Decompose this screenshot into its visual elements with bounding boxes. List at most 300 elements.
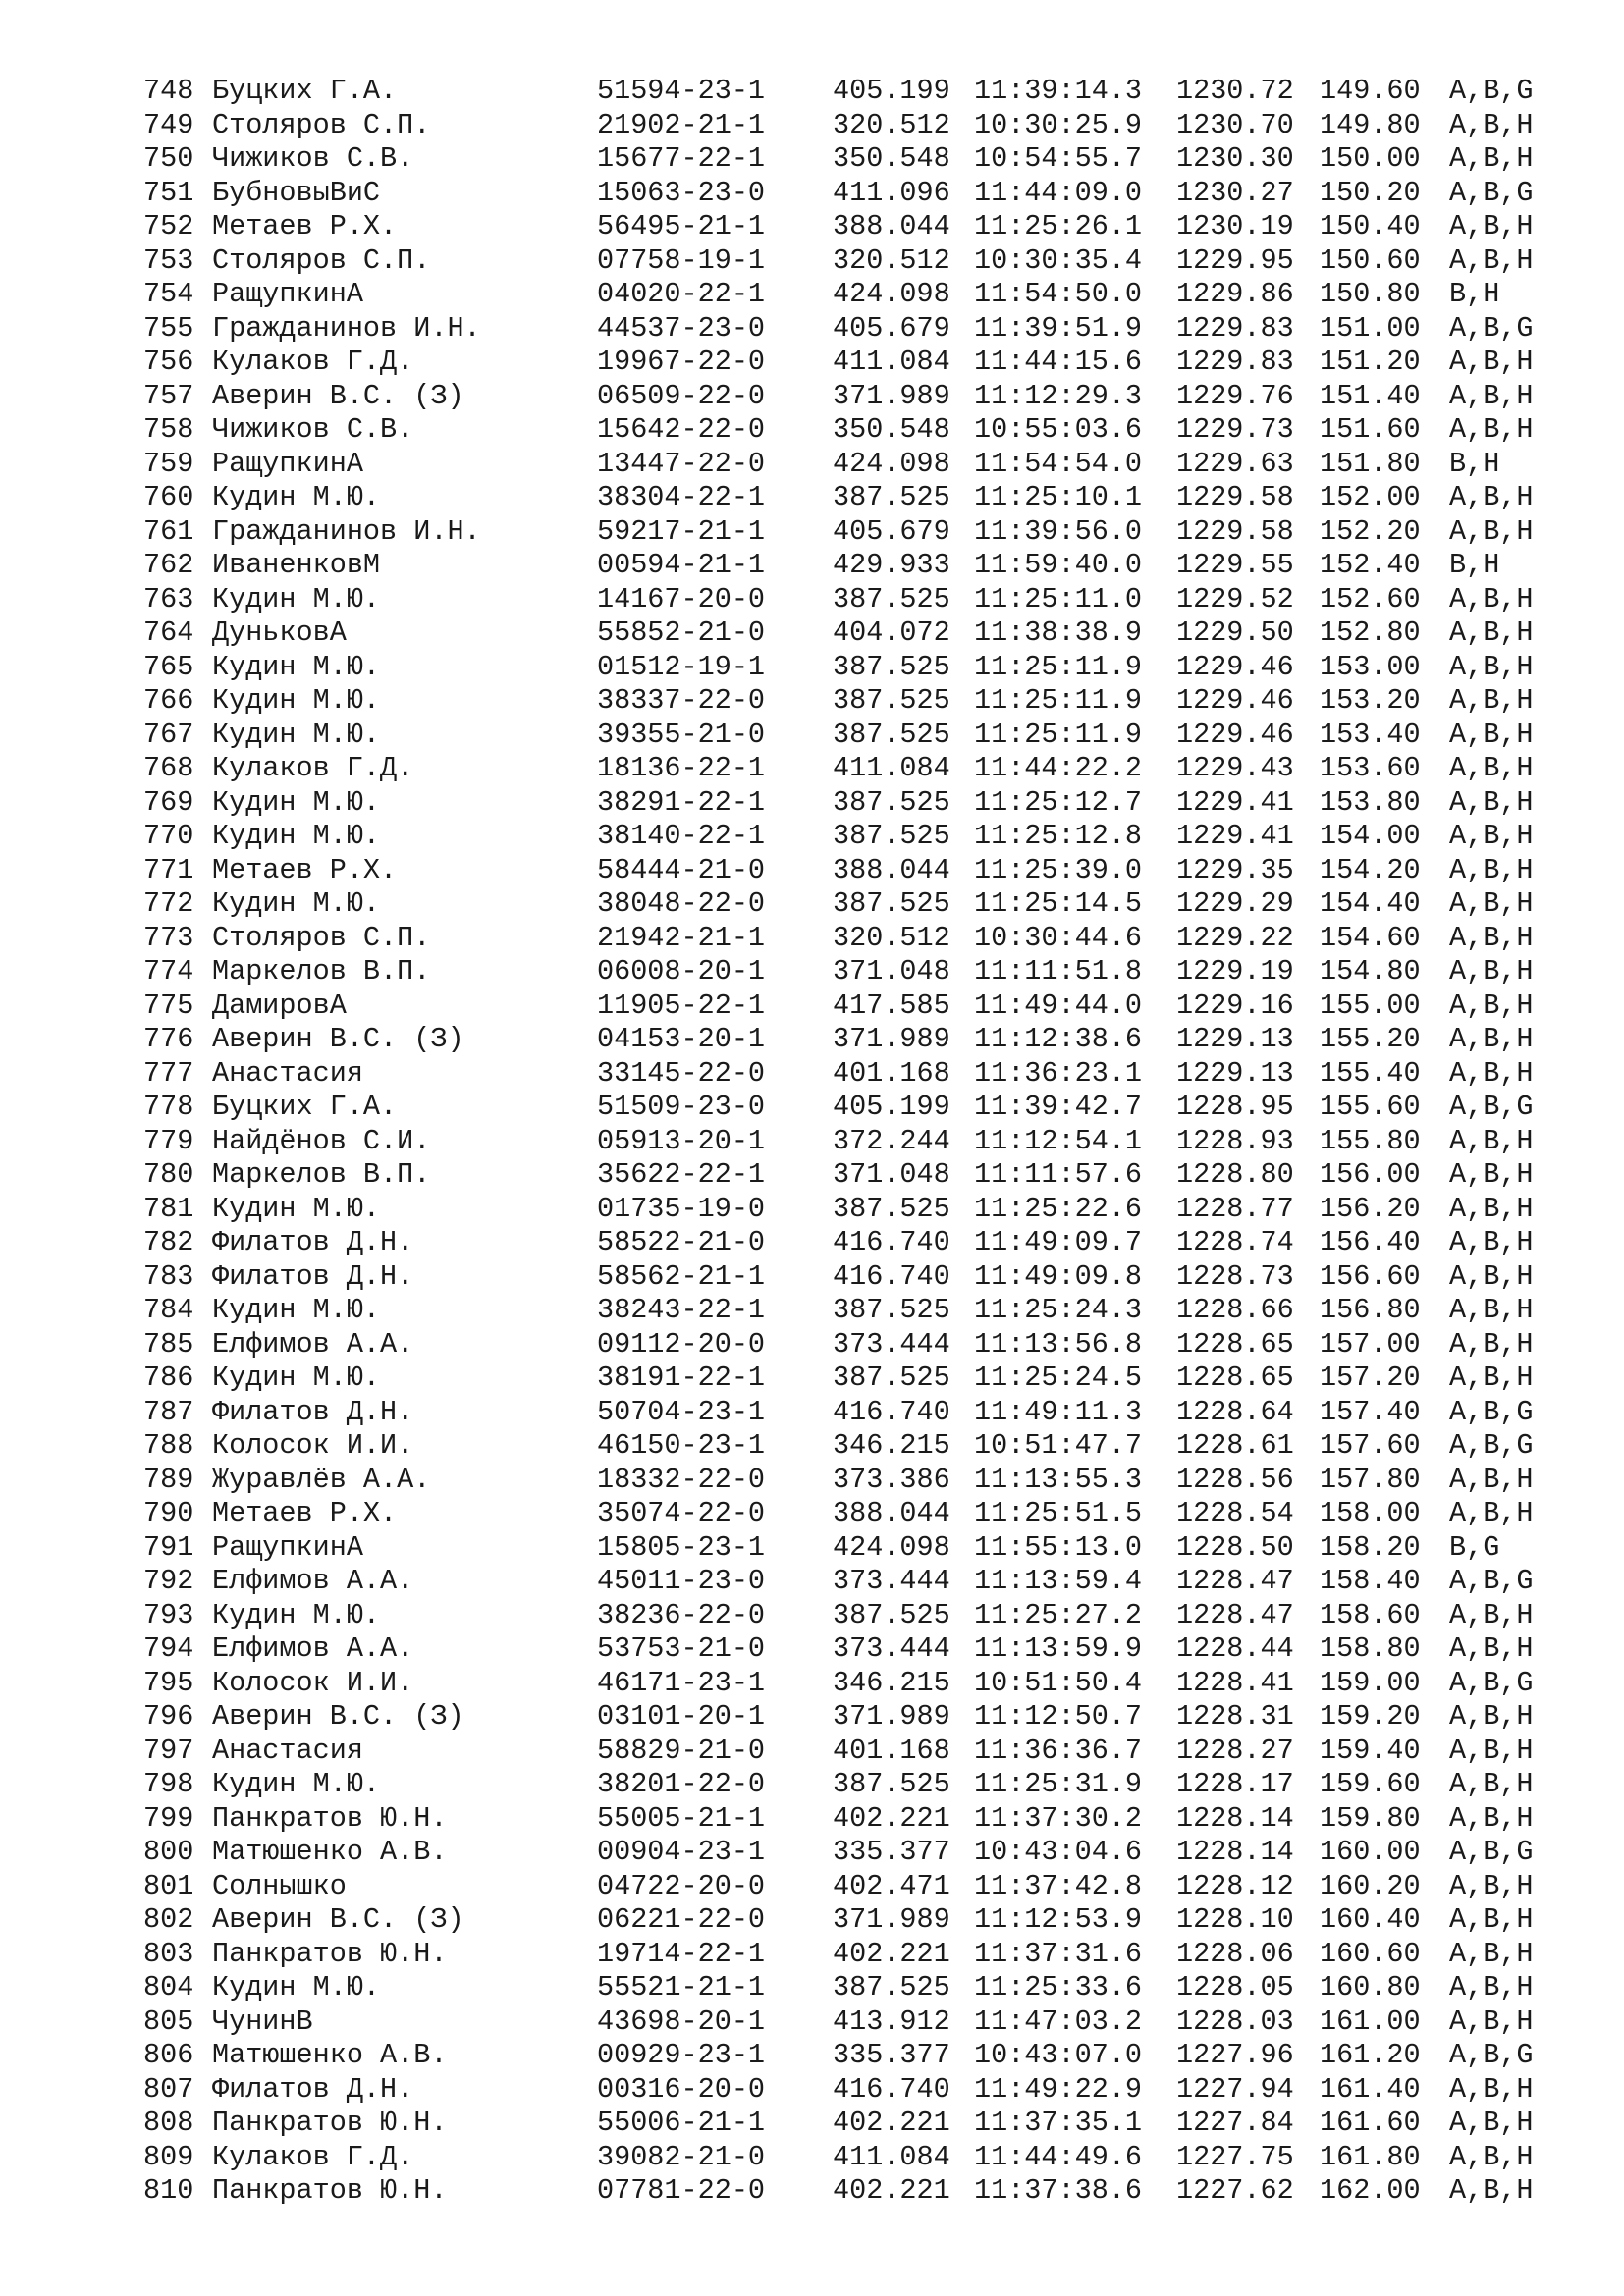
participant-name: Столяров С.П. — [212, 921, 431, 954]
score-field: 1228.65 — [1176, 1327, 1294, 1361]
time-field: 11:12:29.3 — [974, 379, 1143, 412]
list-item — [143, 380, 1577, 414]
row-number: 791 — [143, 1530, 194, 1564]
record-code: 58562-21-1 — [597, 1259, 766, 1293]
time-field: 11:44:15.6 — [974, 346, 1143, 378]
row-number: 792 — [143, 1565, 194, 1597]
group-field: A,B,H — [1449, 1497, 1534, 1529]
row-number: 805 — [143, 2004, 194, 2038]
row-number: 759 — [143, 447, 194, 480]
value-field: 387.525 — [833, 887, 950, 920]
group-field: A,B,H — [1449, 2140, 1534, 2173]
record-code: 51594-23-1 — [597, 75, 766, 107]
group-field: A,B,H — [1449, 413, 1534, 446]
participant-name: Гражданинов И.Н. — [212, 514, 481, 548]
participant-name: Елфимов А.А. — [212, 1327, 414, 1361]
record-code: 19714-22-1 — [597, 1937, 766, 1970]
list-item — [143, 346, 1577, 380]
value-field: 416.740 — [833, 2072, 950, 2106]
time-field: 11:25:11.0 — [974, 582, 1143, 615]
score-field: 1229.43 — [1176, 752, 1294, 784]
score-field: 1227.94 — [1176, 2072, 1294, 2106]
value-field: 401.168 — [833, 1056, 950, 1090]
time-field: 11:54:50.0 — [974, 278, 1143, 310]
value-field: 416.740 — [833, 1395, 950, 1428]
participant-name: Кудин М.Ю. — [212, 1294, 381, 1326]
list-item — [143, 752, 1577, 786]
group-field: B,H — [1449, 447, 1500, 480]
position-field: 159.60 — [1320, 1768, 1421, 1800]
position-field: 151.80 — [1320, 447, 1421, 480]
group-field: A,B,G — [1449, 1565, 1534, 1597]
value-field: 371.989 — [833, 1023, 950, 1055]
list-item — [143, 1768, 1577, 1802]
list-item — [143, 1464, 1577, 1498]
row-number: 749 — [143, 108, 194, 141]
group-field: A,B,G — [1449, 1836, 1534, 1868]
score-field: 1229.19 — [1176, 955, 1294, 988]
value-field: 371.989 — [833, 1903, 950, 1936]
position-field: 154.40 — [1320, 887, 1421, 920]
score-field: 1229.73 — [1176, 413, 1294, 446]
list-item — [143, 1632, 1577, 1667]
participant-name: Кудин М.Ю. — [212, 1971, 381, 2003]
participant-name: Елфимов А.А. — [212, 1632, 414, 1665]
position-field: 157.00 — [1320, 1327, 1421, 1361]
value-field: 405.679 — [833, 311, 950, 345]
value-field: 371.048 — [833, 955, 950, 988]
position-field: 150.20 — [1320, 176, 1421, 209]
row-number: 803 — [143, 1937, 194, 1970]
score-field: 1230.19 — [1176, 210, 1294, 242]
row-number: 802 — [143, 1903, 194, 1936]
value-field: 416.740 — [833, 1226, 950, 1258]
time-field: 10:54:55.7 — [974, 142, 1143, 175]
position-field: 156.60 — [1320, 1259, 1421, 1293]
score-field: 1229.41 — [1176, 820, 1294, 852]
time-field: 11:25:31.9 — [974, 1768, 1143, 1800]
position-field: 156.80 — [1320, 1294, 1421, 1326]
row-number: 778 — [143, 1091, 194, 1123]
group-field: A,B,H — [1449, 2072, 1534, 2106]
group-field: A,B,H — [1449, 1124, 1534, 1157]
record-code: 15642-22-0 — [597, 413, 766, 446]
score-field: 1228.93 — [1176, 1124, 1294, 1157]
participant-name: ДамировА — [212, 988, 347, 1022]
position-field: 155.60 — [1320, 1091, 1421, 1123]
list-item — [143, 1057, 1577, 1092]
participant-name: РащупкинА — [212, 278, 363, 310]
row-number: 764 — [143, 616, 194, 649]
value-field: 373.444 — [833, 1327, 950, 1361]
time-field: 11:25:10.1 — [974, 481, 1143, 513]
score-field: 1230.70 — [1176, 108, 1294, 141]
participant-name: ИваненковМ — [212, 549, 381, 581]
time-field: 11:49:09.8 — [974, 1259, 1143, 1293]
row-number: 775 — [143, 988, 194, 1022]
position-field: 151.20 — [1320, 346, 1421, 378]
participant-name: Маркелов В.П. — [212, 1158, 431, 1191]
participant-name: Гражданинов И.Н. — [212, 311, 481, 345]
record-code: 53753-21-0 — [597, 1632, 766, 1665]
participant-name: БубновыВиС — [212, 176, 381, 209]
value-field: 411.096 — [833, 176, 950, 209]
participant-name: Матюшенко А.В. — [212, 2039, 448, 2071]
record-code: 03101-20-1 — [597, 1700, 766, 1733]
score-field: 1227.84 — [1176, 2107, 1294, 2139]
score-field: 1228.95 — [1176, 1091, 1294, 1123]
score-field: 1228.65 — [1176, 1362, 1294, 1394]
participant-name: ДуньковА — [212, 616, 347, 649]
position-field: 153.00 — [1320, 650, 1421, 683]
participant-name: Чижиков С.В. — [212, 142, 414, 175]
group-field: A,B,H — [1449, 1632, 1534, 1665]
position-field: 155.40 — [1320, 1056, 1421, 1090]
participant-name: Панкратов Ю.Н. — [212, 2107, 448, 2139]
row-number: 750 — [143, 142, 194, 175]
row-number: 809 — [143, 2140, 194, 2173]
participant-name: Кудин М.Ю. — [212, 1598, 381, 1631]
score-field: 1228.17 — [1176, 1768, 1294, 1800]
value-field: 424.098 — [833, 1530, 950, 1564]
row-number: 810 — [143, 2174, 194, 2207]
group-field: B,G — [1449, 1530, 1500, 1564]
score-field: 1230.30 — [1176, 142, 1294, 175]
value-field: 387.525 — [833, 684, 950, 717]
group-field: A,B,G — [1449, 1429, 1534, 1462]
position-field: 151.60 — [1320, 413, 1421, 446]
participant-name: Панкратов Ю.Н. — [212, 1937, 448, 1970]
score-field: 1230.72 — [1176, 75, 1294, 107]
list-item — [143, 2073, 1577, 2108]
participant-name: Кулаков Г.Д. — [212, 346, 414, 378]
score-field: 1228.50 — [1176, 1530, 1294, 1564]
participant-name: Столяров С.П. — [212, 108, 431, 141]
list-item — [143, 448, 1577, 482]
participant-name: Панкратов Ю.Н. — [212, 2174, 448, 2207]
position-field: 158.20 — [1320, 1530, 1421, 1564]
row-number: 753 — [143, 243, 194, 277]
time-field: 11:12:50.7 — [974, 1700, 1143, 1733]
list-item — [143, 1158, 1577, 1193]
row-number: 801 — [143, 1869, 194, 1902]
list-item — [143, 481, 1577, 515]
value-field: 350.548 — [833, 142, 950, 175]
position-field: 154.60 — [1320, 921, 1421, 954]
record-code: 39355-21-0 — [597, 718, 766, 751]
value-field: 373.444 — [833, 1565, 950, 1597]
record-code: 55006-21-1 — [597, 2107, 766, 2139]
row-number: 748 — [143, 75, 194, 107]
row-number: 751 — [143, 176, 194, 209]
record-code: 18136-22-1 — [597, 752, 766, 784]
record-code: 55005-21-1 — [597, 1801, 766, 1835]
position-field: 160.40 — [1320, 1903, 1421, 1936]
participant-name: Маркелов В.П. — [212, 955, 431, 988]
list-item — [143, 719, 1577, 753]
score-field: 1228.31 — [1176, 1700, 1294, 1733]
score-field: 1228.64 — [1176, 1395, 1294, 1428]
list-item — [143, 210, 1577, 244]
record-code: 33145-22-0 — [597, 1056, 766, 1090]
value-field: 416.740 — [833, 1259, 950, 1293]
list-item — [143, 2174, 1577, 2209]
position-field: 160.80 — [1320, 1971, 1421, 2003]
participant-name: Кудин М.Ю. — [212, 684, 381, 717]
value-field: 387.525 — [833, 1768, 950, 1800]
record-code: 46150-23-1 — [597, 1429, 766, 1462]
group-field: A,B,H — [1449, 1226, 1534, 1258]
list-item — [143, 1938, 1577, 1972]
position-field: 157.40 — [1320, 1395, 1421, 1428]
time-field: 11:12:38.6 — [974, 1023, 1143, 1055]
results-listing — [143, 75, 1577, 2209]
record-code: 13447-22-0 — [597, 447, 766, 480]
participant-name: Кулаков Г.Д. — [212, 2140, 414, 2173]
participant-name: Кудин М.Ю. — [212, 785, 381, 819]
group-field: B,H — [1449, 278, 1500, 310]
list-item — [143, 1125, 1577, 1159]
value-field: 387.525 — [833, 820, 950, 852]
participant-name: Журавлёв А.А. — [212, 1463, 431, 1496]
row-number: 799 — [143, 1801, 194, 1835]
row-number: 766 — [143, 684, 194, 717]
position-field: 156.20 — [1320, 1192, 1421, 1225]
position-field: 154.00 — [1320, 820, 1421, 852]
participant-name: Кудин М.Ю. — [212, 481, 381, 513]
row-number: 782 — [143, 1226, 194, 1258]
value-field: 371.048 — [833, 1158, 950, 1191]
list-item — [143, 955, 1577, 989]
row-number: 796 — [143, 1700, 194, 1733]
participant-name: Кудин М.Ю. — [212, 1768, 381, 1800]
value-field: 346.215 — [833, 1666, 950, 1699]
list-item — [143, 583, 1577, 617]
participant-name: Матюшенко А.В. — [212, 1836, 448, 1868]
group-field: A,B,H — [1449, 1903, 1534, 1936]
group-field: A,B,H — [1449, 988, 1534, 1022]
list-item — [143, 1328, 1577, 1362]
position-field: 153.60 — [1320, 752, 1421, 784]
value-field: 388.044 — [833, 210, 950, 242]
row-number: 807 — [143, 2072, 194, 2106]
score-field: 1228.03 — [1176, 2004, 1294, 2038]
group-field: A,B,H — [1449, 1056, 1534, 1090]
record-code: 35074-22-0 — [597, 1497, 766, 1529]
row-number: 797 — [143, 1734, 194, 1767]
time-field: 11:44:22.2 — [974, 752, 1143, 784]
time-field: 10:51:50.4 — [974, 1666, 1143, 1699]
position-field: 162.00 — [1320, 2174, 1421, 2207]
value-field: 387.525 — [833, 650, 950, 683]
row-number: 776 — [143, 1023, 194, 1055]
position-field: 157.60 — [1320, 1429, 1421, 1462]
row-number: 773 — [143, 921, 194, 954]
row-number: 806 — [143, 2039, 194, 2071]
list-item — [143, 922, 1577, 956]
row-number: 770 — [143, 820, 194, 852]
list-item — [143, 2039, 1577, 2073]
row-number: 779 — [143, 1124, 194, 1157]
value-field: 402.471 — [833, 1869, 950, 1902]
value-field: 387.525 — [833, 1192, 950, 1225]
record-code: 38236-22-0 — [597, 1598, 766, 1631]
participant-name: РащупкинА — [212, 1530, 363, 1564]
value-field: 402.221 — [833, 1801, 950, 1835]
row-number: 755 — [143, 311, 194, 345]
position-field: 155.00 — [1320, 988, 1421, 1022]
row-number: 787 — [143, 1395, 194, 1428]
score-field: 1229.55 — [1176, 549, 1294, 581]
time-field: 11:49:09.7 — [974, 1226, 1143, 1258]
position-field: 153.20 — [1320, 684, 1421, 717]
record-code: 38243-22-1 — [597, 1294, 766, 1326]
time-field: 11:37:31.6 — [974, 1937, 1143, 1970]
row-number: 794 — [143, 1632, 194, 1665]
list-item — [143, 1971, 1577, 2005]
record-code: 05913-20-1 — [597, 1124, 766, 1157]
time-field: 11:25:14.5 — [974, 887, 1143, 920]
group-field: A,B,H — [1449, 1801, 1534, 1835]
value-field: 335.377 — [833, 2039, 950, 2071]
time-field: 11:13:59.9 — [974, 1632, 1143, 1665]
score-field: 1228.56 — [1176, 1463, 1294, 1496]
list-item — [143, 109, 1577, 143]
group-field: A,B,H — [1449, 718, 1534, 751]
position-field: 159.80 — [1320, 1801, 1421, 1835]
value-field: 346.215 — [833, 1429, 950, 1462]
time-field: 11:39:14.3 — [974, 75, 1143, 107]
score-field: 1229.58 — [1176, 514, 1294, 548]
list-item — [143, 75, 1577, 109]
participant-name: Кудин М.Ю. — [212, 718, 381, 751]
group-field: A,B,H — [1449, 514, 1534, 548]
score-field: 1229.29 — [1176, 887, 1294, 920]
score-field: 1229.22 — [1176, 921, 1294, 954]
score-field: 1228.73 — [1176, 1259, 1294, 1293]
score-field: 1228.14 — [1176, 1801, 1294, 1835]
position-field: 159.00 — [1320, 1666, 1421, 1699]
list-item — [143, 278, 1577, 312]
list-item — [143, 651, 1577, 685]
participant-name: Аверин В.С. (З) — [212, 379, 464, 412]
participant-name: Кудин М.Ю. — [212, 582, 381, 615]
time-field: 11:55:13.0 — [974, 1530, 1143, 1564]
value-field: 429.933 — [833, 549, 950, 581]
participant-name: Аверин В.С. (З) — [212, 1903, 464, 1936]
list-item — [143, 1836, 1577, 1870]
score-field: 1227.62 — [1176, 2174, 1294, 2207]
position-field: 156.40 — [1320, 1226, 1421, 1258]
list-item — [143, 142, 1577, 177]
record-code: 38337-22-0 — [597, 684, 766, 717]
list-item — [143, 2141, 1577, 2175]
value-field: 413.912 — [833, 2004, 950, 2038]
position-field: 152.80 — [1320, 616, 1421, 649]
score-field: 1228.10 — [1176, 1903, 1294, 1936]
record-code: 39082-21-0 — [597, 2140, 766, 2173]
list-item — [143, 312, 1577, 347]
time-field: 11:37:30.2 — [974, 1801, 1143, 1835]
time-field: 11:13:55.3 — [974, 1463, 1143, 1496]
value-field: 405.679 — [833, 514, 950, 548]
position-field: 160.60 — [1320, 1937, 1421, 1970]
value-field: 402.221 — [833, 1937, 950, 1970]
value-field: 402.221 — [833, 2107, 950, 2139]
participant-name: Анастасия — [212, 1056, 363, 1090]
group-field: A,B,H — [1449, 1869, 1534, 1902]
group-field: A,B,H — [1449, 1327, 1534, 1361]
row-number: 768 — [143, 752, 194, 784]
list-item — [143, 1667, 1577, 1701]
score-field: 1229.13 — [1176, 1056, 1294, 1090]
group-field: A,B,H — [1449, 582, 1534, 615]
value-field: 424.098 — [833, 447, 950, 480]
group-field: A,B,H — [1449, 1362, 1534, 1394]
time-field: 11:49:22.9 — [974, 2072, 1143, 2106]
list-item — [143, 413, 1577, 448]
group-field: A,B,H — [1449, 1768, 1534, 1800]
group-field: A,B,H — [1449, 955, 1534, 988]
position-field: 150.80 — [1320, 278, 1421, 310]
record-code: 44537-23-0 — [597, 311, 766, 345]
group-field: A,B,H — [1449, 785, 1534, 819]
time-field: 11:36:23.1 — [974, 1056, 1143, 1090]
participant-name: Метаев Р.Х. — [212, 853, 398, 886]
group-field: A,B,H — [1449, 2004, 1534, 2038]
record-code: 14167-20-0 — [597, 582, 766, 615]
row-number: 800 — [143, 1836, 194, 1868]
score-field: 1228.80 — [1176, 1158, 1294, 1191]
participant-name: Солнышко — [212, 1869, 347, 1902]
time-field: 11:25:26.1 — [974, 210, 1143, 242]
record-code: 00316-20-0 — [597, 2072, 766, 2106]
time-field: 11:25:27.2 — [974, 1598, 1143, 1631]
time-field: 10:55:03.6 — [974, 413, 1143, 446]
row-number: 793 — [143, 1598, 194, 1631]
time-field: 11:49:11.3 — [974, 1395, 1143, 1428]
group-field: A,B,G — [1449, 1091, 1534, 1123]
time-field: 11:39:42.7 — [974, 1091, 1143, 1123]
position-field: 152.40 — [1320, 549, 1421, 581]
position-field: 150.00 — [1320, 142, 1421, 175]
time-field: 10:30:25.9 — [974, 108, 1143, 141]
score-field: 1228.05 — [1176, 1971, 1294, 2003]
position-field: 152.60 — [1320, 582, 1421, 615]
position-field: 149.80 — [1320, 108, 1421, 141]
row-number: 808 — [143, 2107, 194, 2139]
score-field: 1228.54 — [1176, 1497, 1294, 1529]
time-field: 10:30:44.6 — [974, 921, 1143, 954]
record-code: 55852-21-0 — [597, 616, 766, 649]
position-field: 155.20 — [1320, 1023, 1421, 1055]
time-field: 11:25:12.8 — [974, 820, 1143, 852]
participant-name: Буцких Г.А. — [212, 75, 398, 107]
list-item — [143, 1802, 1577, 1837]
list-item — [143, 177, 1577, 211]
list-item — [143, 2005, 1577, 2040]
time-field: 11:25:51.5 — [974, 1497, 1143, 1529]
score-field: 1228.47 — [1176, 1565, 1294, 1597]
score-field: 1228.12 — [1176, 1869, 1294, 1902]
row-number: 752 — [143, 210, 194, 242]
record-code: 55521-21-1 — [597, 1971, 766, 2003]
record-code: 56495-21-1 — [597, 210, 766, 242]
group-field: A,B,H — [1449, 820, 1534, 852]
record-code: 38048-22-0 — [597, 887, 766, 920]
participant-name: Буцких Г.А. — [212, 1091, 398, 1123]
score-field: 1227.96 — [1176, 2039, 1294, 2071]
